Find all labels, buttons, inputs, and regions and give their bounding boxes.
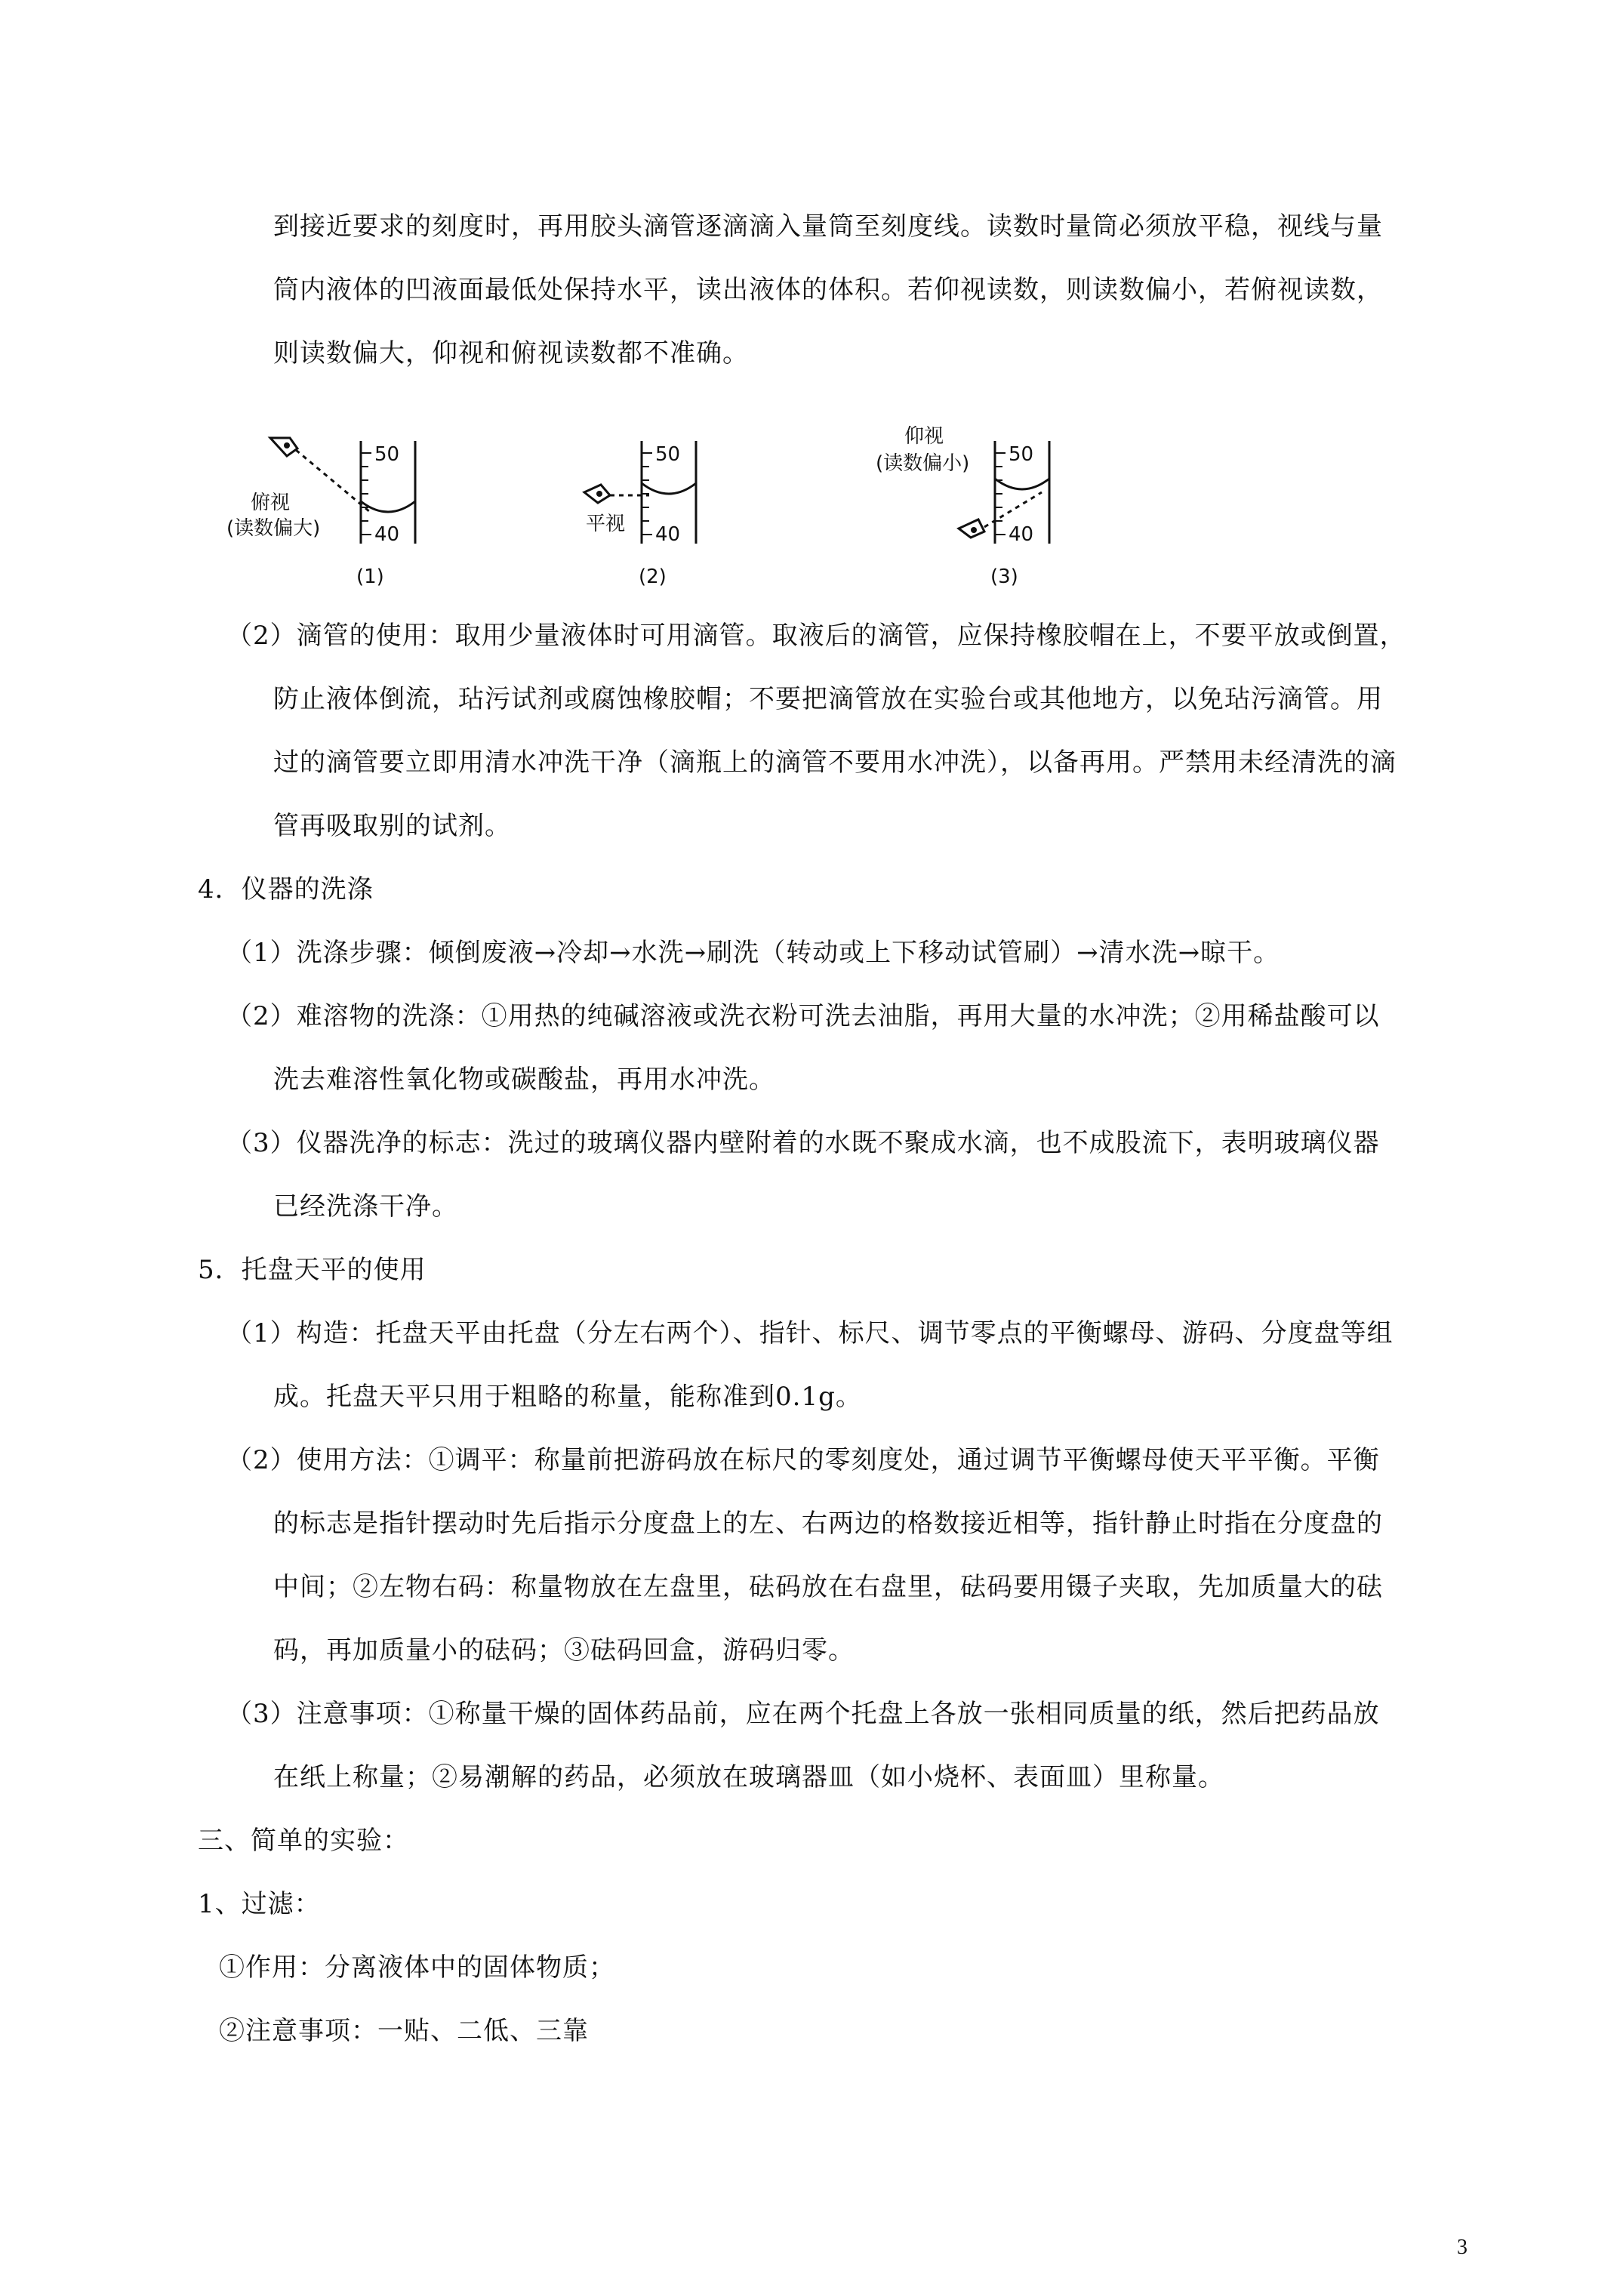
- text-line: 洗去难溶性氧化物或碳酸盐，再用水冲洗。: [273, 1065, 775, 1095]
- panel-caption: (1): [356, 566, 384, 588]
- text-line: 码，再加质量小的砝码；③砝码回盒，游码归零。: [273, 1635, 855, 1666]
- text-line: 已经洗涤干净。: [273, 1191, 458, 1222]
- figure-panel-2: [584, 441, 696, 588]
- eye-icon: [270, 438, 297, 456]
- section-heading: 三、简单的实验：: [198, 1826, 409, 1856]
- text-line: （1）构造：托盘天平由托盘（分左右两个）、指针、标尺、调节零点的平衡螺母、游码、分度盘等组: [226, 1318, 1394, 1348]
- text-line: （1）洗涤步骤：倾倒废液→冷却→水洗→刷洗（转动或上下移动试管刷）→清水洗→晾干。: [226, 938, 1280, 968]
- text-line: 管再吸取别的试剂。: [273, 811, 511, 841]
- view-label: 平视: [586, 513, 626, 535]
- subsection-heading: 1、过滤：: [198, 1889, 321, 1919]
- text-line: （3）仪器洗净的标志：洗过的玻璃仪器内壁附着的水既不聚成水滴，也不成股流下，表明玻璃仪器: [226, 1128, 1380, 1158]
- scale-label-bottom: 40: [1009, 523, 1034, 546]
- figure-panel-3: [876, 425, 1049, 588]
- panel-caption: (2): [639, 566, 667, 588]
- text-line: 防止液体倒流，玷污试剂或腐蚀橡胶帽；不要把滴管放在实验台或其他地方，以免玷污滴管。用: [273, 684, 1383, 714]
- text-line: 的标志是指针摆动时先后指示分度盘上的左、右两边的格数接近相等，指针静止时指在分度盘的: [273, 1509, 1383, 1539]
- scale-label-bottom: 40: [655, 523, 681, 546]
- scale-label-top: 50: [1009, 443, 1034, 466]
- section-heading: 4．仪器的洗涤: [198, 874, 374, 905]
- view-label: 俯视: [251, 492, 291, 514]
- text-line: 过的滴管要立即用清水冲洗干净（滴瓶上的滴管不要用水冲洗），以备再用。严禁用未经清洗的滴: [273, 747, 1397, 778]
- scale-label-top: 50: [374, 443, 400, 466]
- page-number: 3: [1457, 2236, 1467, 2259]
- section-heading: 5．托盘天平的使用: [198, 1255, 427, 1285]
- scale-label-top: 50: [655, 443, 681, 466]
- text-line: 中间；②左物右码：称量物放在左盘里，砝码放在右盘里，砝码要用镊子夹取，先加质量大的砝: [273, 1572, 1383, 1602]
- text-line: （2）使用方法：①调平：称量前把游码放在标尺的零刻度处，通过调节平衡螺母使天平平衡。平衡: [226, 1445, 1380, 1475]
- cylinder-reading-figure: [196, 423, 1223, 596]
- scale-label-bottom: 40: [374, 523, 400, 546]
- text-line: （2）难溶物的洗涤：①用热的纯碱溶液或洗衣粉可洗去油脂，再用大量的水冲洗；②用稀盐酸可以: [226, 1001, 1380, 1031]
- text-line: ①作用：分离液体中的固体物质；: [219, 1952, 615, 1983]
- panel-caption: (3): [990, 566, 1018, 588]
- text-line: 筒内液体的凹液面最低处保持水平，读出液体的体积。若仰视读数，则读数偏小，若俯视读数，: [273, 275, 1383, 305]
- view-label: 仰视: [904, 425, 944, 448]
- text-line: 到接近要求的刻度时，再用胶头滴管逐滴滴入量筒至刻度线。读数时量筒必须放平稳，视线与量: [273, 211, 1383, 242]
- view-note: (读数偏大): [226, 517, 321, 540]
- figure-panel-1: [226, 438, 415, 588]
- text-line: （3）注意事项：①称量干燥的固体药品前，应在两个托盘上各放一张相同质量的纸，然后把药品放: [226, 1699, 1380, 1729]
- text-line: 则读数偏大，仰视和俯视读数都不准确。: [273, 338, 749, 368]
- text-line: （2）滴管的使用：取用少量液体时可用滴管。取液后的滴管，应保持橡胶帽在上，不要平放或倒置，: [226, 621, 1406, 651]
- text-line: 成。托盘天平只用于粗略的称量，能称准到0.1g。: [273, 1382, 862, 1412]
- view-note: (读数偏小): [876, 452, 970, 475]
- text-line: 在纸上称量；②易潮解的药品，必须放在玻璃器皿（如小烧杯、表面皿）里称量。: [273, 1762, 1224, 1792]
- text-line: ②注意事项：一贴、二低、三靠: [219, 2016, 589, 2046]
